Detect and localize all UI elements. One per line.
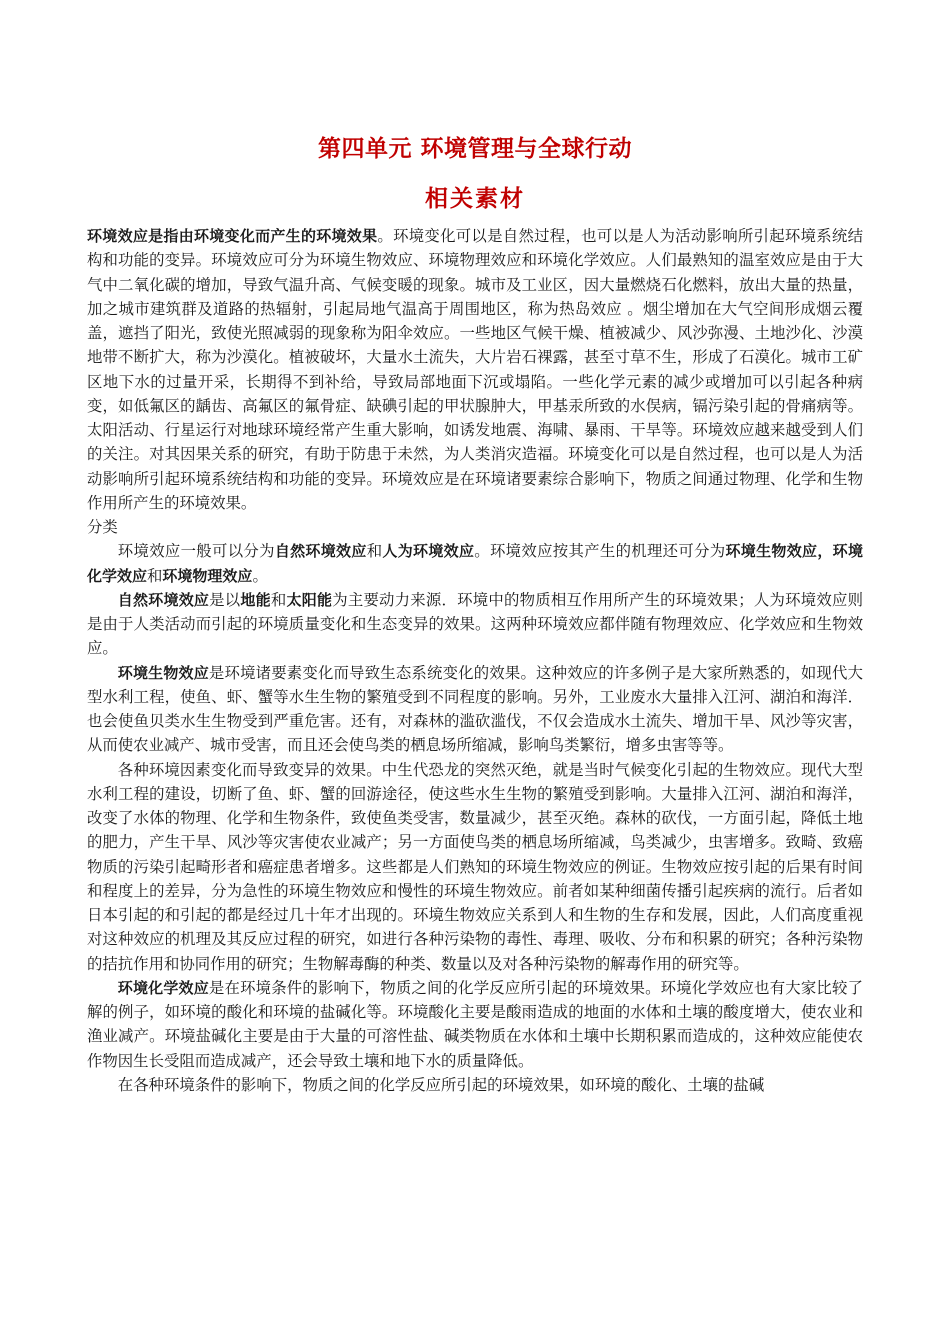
intro-paragraph bbox=[87, 224, 863, 515]
natural-text-2: 和 bbox=[270, 590, 287, 609]
classification-bold-1: 自然环境效应 bbox=[274, 542, 367, 561]
bio-text: 是环境诸要素变化而导致生态系统变化的效果。这种效应的许多例子是大家所熟悉的，如现代大型水利工程，使鱼、虾、蟹等水生生物的繁殖受到不同程度的影响。另外，工业废水大量排入江河、湖泊和海洋．也会使鱼贝类水生生物受到严重危害。还有，对森林的滥砍滥伐，不仅会造成水土流失、增加干旱、风沙等灾害，从而使农业减产、城市受害，而且还会使鸟类的栖息场所缩减，影响鸟类繁衍，增多虫害等等。 bbox=[87, 663, 863, 755]
intro-text: 。环境变化可以是自然过程，也可以是人为活动影响所引起环境系统结构和功能的变异。环境效应可分为环境生物效应、环境物理效应和环境化学效应。人们最熟知的温室效应是由于大气中二氧化碳的增加，导致气温升高、气候变暖的现象。城市及工业区，因大量燃烧石化燃料，放出大量的热量，加之城市建筑群及道路的热辐射，引起局地气温高于周围地区，称为热岛效应 。烟尘增加在大气空间形成烟云覆盖，遮挡了阳光，致使光照减弱的现象称为阳伞效应。一些地区气候干燥、植被减少、风沙弥漫、土地沙化、沙漠地带不断扩大，称为沙漠化。植被破坏，大量水土流失，大片岩石裸露，甚至寸草不生，形成了石漠化。城市工矿区地下水的过量开采，长期得不到补给，导致局部地面下沉或塌陷。一些化学元素的减少或增加可以引起各种病变，如低氟区的龋齿、高氟区的氟骨症、缺碘引起的甲状腺肿大，甲基汞所致的水俣病，镉污染引起的骨痛病等。太阳活动、行星运行对地球环境经常产生重大影响，如诱发地震、海啸、暴雨、干旱等。环境效应越来越受到人们的关注。对其因果关系的研究，有助于防患于未然，为人类消灾造福。环境变化可以是自然过程，也可以是人为活动影响所引起环境系统结构和功能的变异。环境效应是在环境诸要素综合影响下，物质之间通过物理、化学和生物作用所产生的环境效果。 bbox=[87, 227, 863, 512]
classification-bold-2: 人为环境效应 bbox=[382, 542, 475, 561]
document-subtitle: 相关素材 bbox=[425, 186, 525, 212]
intro-lead: 环境效应是指由环境变化而产生的环境效果 bbox=[87, 227, 378, 245]
natural-bold-1: 自然环境效应 bbox=[117, 590, 210, 609]
natural-effect-paragraph bbox=[87, 588, 863, 661]
classification-text-3: 。环境效应按其产生的机理还可分为 bbox=[474, 542, 726, 561]
chem-text: 是在环境条件的影响下，物质之间的化学反应所引起的环境效果。环境化学效应也有大家比较了解的例子，如环境的酸化和环境的盐碱化等。环境酸化主要是酸雨造成的地面的水体和土壤的酸度增大，使农业和渔业减产。环境盐碱化主要是由于大量的可溶性盐、碱类物质在水体和土壤中长期积累而造成的，这种效应能使农作物因生长受阻而造成减产，还会导致土壤和地下水的质量降低。 bbox=[87, 978, 863, 1070]
classification-text-1: 环境效应一般可以分为 bbox=[117, 542, 275, 561]
classification-bold-4: 环境物理效应 bbox=[162, 566, 253, 585]
classification-text-5: 。 bbox=[252, 566, 268, 585]
document-title: 第四单元 环境管理与全球行动 bbox=[317, 136, 632, 162]
section-label: 分类 bbox=[87, 518, 118, 536]
bio-effect-paragraph bbox=[87, 661, 863, 758]
classification-bold-3: 环境生物效应，环境化学效应 bbox=[87, 542, 863, 585]
natural-text-1: 是以 bbox=[209, 590, 241, 609]
natural-bold-3: 太阳能 bbox=[286, 590, 333, 609]
classification-paragraph bbox=[87, 539, 863, 588]
classification-text-4: 和 bbox=[147, 566, 163, 585]
chem-detail-paragraph: 在各种环境条件的影响下，物质之间的化学反应所引起的环境效果，如环境的酸化、土壤的盐碱 bbox=[117, 1075, 765, 1094]
chem-effect-paragraph bbox=[87, 976, 863, 1073]
natural-text-3: 为主要动力来源．环境中的物质相互作用所产生的环境效果；人为环境效应则是由于人类活动而引起的环境质量变化和生态变异的效果。这两种环境效应都伴随有物理效应、化学效应和生物效应。 bbox=[87, 590, 863, 658]
bio-bold: 环境生物效应 bbox=[117, 663, 209, 682]
natural-bold-2: 地能 bbox=[240, 590, 271, 609]
bio-detail-paragraph: 各种环境因素变化而导致变异的效果。中生代恐龙的突然灭绝，就是当时气候变化引起的生物效应。现代大型水利工程的建设，切断了鱼、虾、蟹的回游途径，使这些水生生物的繁殖受到影响。大量排入江河、湖泊和海洋，改变了水体的物理、化学和生物条件，致使鱼类受害，数量减少，甚至灭绝。森林的砍伐，一方面引起，降低土地的肥力，产生干旱、风沙等灾害使农业减产；另一方面使鸟类的栖息场所缩减，鸟类减少，虫害增多。致畸、致癌物质的污染引起畸形者和癌症患者增多。这些都是人们熟知的环境生物效应的例证。生物效应按引起的后果有时间和程度上的差异，分为急性的环境生物效应和慢性的环境生物效应。前者如某种细菌传播引起疾病的流行。后者如日本引起的和引起的都是经过几十年才出现的。环境生物效应关系到人和生物的生存和发展，因此，人们高度重视对这种效应的机理及其反应过程的研究，如进行各种污染物的毒性、毒理、吸收、分布和积累的研究；各种污染物的拮抗作用和协同作用的研究；生物解毒酶的种类、数量以及对各种污染物的解毒作用的研究等。 bbox=[87, 760, 863, 973]
chem-bold: 环境化学效应 bbox=[117, 978, 209, 997]
classification-text-2: 和 bbox=[366, 542, 383, 561]
document-body bbox=[87, 224, 863, 1097]
